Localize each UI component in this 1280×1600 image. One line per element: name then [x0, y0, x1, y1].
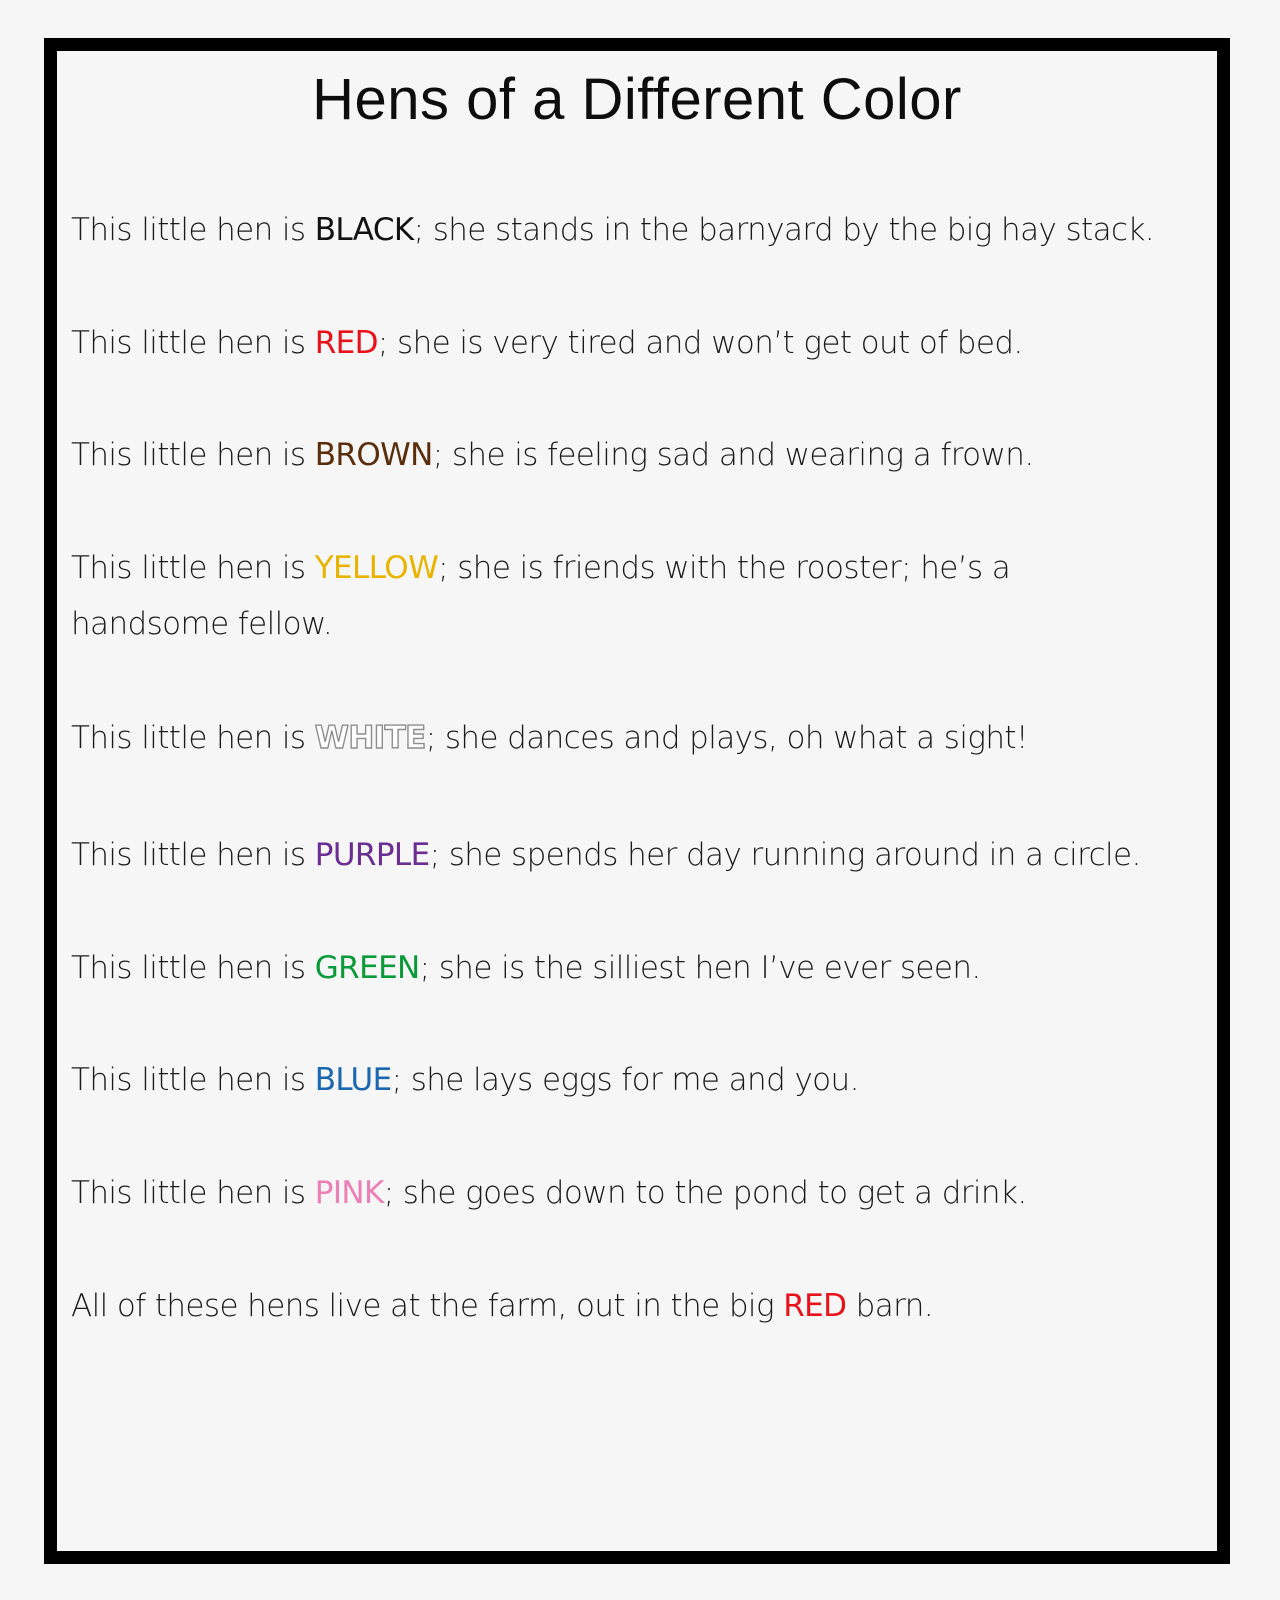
page-border: [44, 38, 1230, 1564]
line-prefix: This little hen is: [71, 837, 315, 873]
line-prefix: This little hen is: [71, 212, 315, 248]
line-prefix: This little hen is: [71, 1062, 315, 1098]
poem-line-pink: [71, 1165, 1027, 1221]
line-suffix: ; she is feeling sad and wearing a frown.: [432, 437, 1034, 473]
line-suffix: ; she is the silliest hen I’ve ever seen.: [419, 950, 981, 986]
line-prefix: All of these hens live at the farm, out in the big: [71, 1288, 784, 1324]
color-word-yellow: YELLOW: [314, 550, 439, 586]
color-word-pink: PINK: [314, 1175, 384, 1211]
line-prefix: This little hen is: [71, 1175, 315, 1211]
poem-line-white: [71, 710, 1028, 766]
line-suffix: ; she lays eggs for me and you.: [391, 1062, 859, 1098]
page-title: Hens of a Different Color: [312, 67, 962, 132]
line-suffix: ; she spends her day running around in a circle.: [429, 837, 1141, 873]
color-word-blue: BLUE: [314, 1062, 392, 1098]
color-word-brown: BROWN: [314, 437, 433, 473]
line-prefix: This little hen is: [71, 550, 315, 586]
line-suffix: ; she goes down to the pond to get a drink.: [383, 1175, 1027, 1211]
color-word-red: RED: [314, 325, 378, 361]
color-word-green: GREEN: [314, 950, 420, 986]
color-word-purple: PURPLE: [314, 837, 430, 873]
line-suffix: ; she dances and plays, oh what a sight!: [425, 720, 1028, 756]
poem-line-black: [71, 202, 1154, 258]
poem-line-barn: [71, 1278, 933, 1334]
line-suffix: ; she is friends with the rooster; he’s a handsome fellow.: [71, 550, 1011, 642]
line-prefix: This little hen is: [71, 325, 315, 361]
line-suffix: barn.: [846, 1288, 934, 1324]
line-suffix: ; she is very tired and won’t get out of bed.: [377, 325, 1023, 361]
line-prefix: This little hen is: [71, 720, 315, 756]
poem-line-yellow: [71, 540, 1071, 652]
poem-line-brown: [71, 427, 1034, 483]
line-prefix: This little hen is: [71, 437, 315, 473]
poem-line-green: [71, 940, 981, 996]
color-word-black: BLACK: [314, 212, 414, 248]
poem-line-red: [71, 315, 1023, 371]
color-word-white: WHITE: [314, 720, 426, 756]
line-prefix: This little hen is: [71, 950, 315, 986]
line-suffix: ; she stands in the barnyard by the big hay stack.: [413, 212, 1155, 248]
color-word-red-barn: RED: [783, 1288, 847, 1324]
poem-line-purple: [71, 827, 1141, 883]
poem-line-blue: [71, 1052, 859, 1108]
